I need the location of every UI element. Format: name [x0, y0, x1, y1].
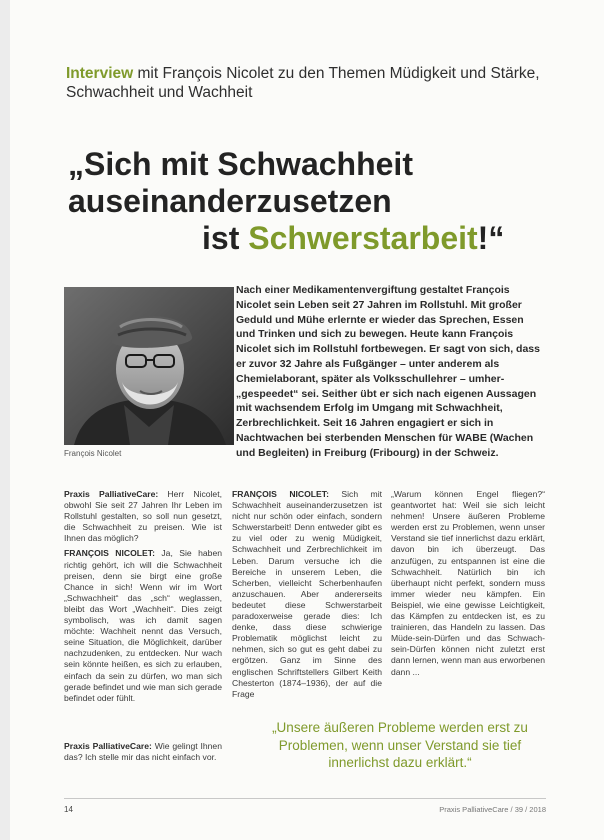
- answer-2-continued: „Warum können Engel fliegen?“ geantwortet hat: Weil sie sich leicht nehmen! Unsere äußeren Probleme werden erst zu Problemen, wenn unser Verstand sie tief innerlichst dazu erklärt, davon bin ich überzeugt. Das anzufügen, zu entspannen ist eine die Schwachheit. Natürlich bin ich überhaupt nicht perfekt, sondern muss immer wieder neu kämpfen. Ein Beispiel, wie eine gewisse Leichtigkeit, das Kämpfen zu entdecken ist, es zu trainieren, das Handeln zu lassen. Das Müde-sein-Dürfen und das Schwach-sein-Dürfen können nicht zuletzt erst dann lernen, wenn man aus erworbenen dann ...: [391, 489, 545, 677]
- question-1-speaker: Praxis PalliativeCare:: [64, 489, 159, 499]
- page-number: 14: [64, 805, 73, 814]
- answer-1: [64, 548, 222, 703]
- answer-2-speaker: FRANÇOIS NICOLET:: [232, 489, 329, 499]
- headline-line-1: „Sich mit Schwachheit: [68, 146, 413, 182]
- headline: [68, 146, 558, 257]
- headline-line-2: auseinanderzusetzen: [68, 183, 392, 219]
- kicker-text: mit François Nicolet zu den Themen Müdigkeit und Stärke, Schwachheit und Wachheit: [66, 65, 540, 101]
- text-column-2: [232, 489, 382, 704]
- footer-publication: Praxis PalliativeCare / 39 / 2018: [439, 805, 546, 814]
- footer-divider: [64, 798, 546, 799]
- question-1-text: Herr Nicolet, obwohl Sie seit 27 Jahren Ihr Leben im Rollstuhl gestalten, so soll nun gesetzt, die Schwachheit zu preisen. Wie ist Ihnen das möglich?: [64, 489, 222, 544]
- text-column-1: [64, 489, 222, 708]
- photo-caption: François Nicolet: [64, 449, 122, 458]
- kicker-accent: Interview: [66, 65, 134, 82]
- headline-line-3-end: !“: [477, 220, 505, 256]
- answer-1-speaker: FRANÇOIS NICOLET:: [64, 548, 155, 559]
- answer-1-text: Ja, Sie haben richtig gehört, ich will die Schwachheit preisen, denn sie birgt eine große Chance in sich! Wenn wir im Wort „Schwachheit“ das „sch“ weglassen, bleibt das Wort „Wachheit“. Dies zeigt symbolisch, was ich damit sagen möchte: Wachheit nennt das Versuch, seine Situation, die Möglichkeit, darüber nachzudenken, zu entdecken. Nur wach sein könnte heißen, es sich zu erlauben, einfach da sein zu dürfen, wo man sich gerade befindet und wie man sich gerade befindet oder fühlt.: [64, 548, 222, 703]
- headline-line-3: [68, 220, 558, 257]
- intro-paragraph: Nach einer Medikamentenvergiftung gestaltet François Nicolet sein Leben seit 27 Jahren im Rollstuhl. Mit großer Geduld und Mühe erlernte er wieder das Sprechen, Essen und Trinken und sich zu bewegen. Heute kann François Nicolet sich im Rollstuhl fortbewegen. Er sagt von sich, dass er zuvor 32 Jahre als Fußgänger – unter anderem als Chemielaborant, später als Volksschullehrer – umher-„gespeedet“ sei. Seither übt er sich nach eigenen Aussagen mit wachsendem Erfolg im Umgang mit Schwachheit, Zerbrechlichkeit. Seit 16 Jahren engagiert er sich in Nachtwachen bei sterbenden Menschen für WABE (Wachen und Begleiten) in Freiburg (Fribourg) in der Schweiz.: [236, 284, 540, 459]
- portrait-illustration: [64, 287, 234, 445]
- answer-2-text: Sich mit Schwachheit auseinanderzusetzen ist nicht nur schön oder einfach, sondern Schwerstarbeit! Denn entweder gibt es zu viel oder zu wenig Müdigkeit, Schwachheit und Zerbrechlichkeit im Leben. Darum versuche ich die Bereiche in unserem Leben, die Scherben, vielleicht Scherbenhaufen anzuschauen. Aber andererseits bedeutet diese Schwerstarbeit paradoxerweise gerade dies: Ich denke, dass diese schwierige Problematik möglichst leicht zu nehmen, sich so gut es geht dabei zu ergötzen. Ganz im Sinne des englischen Schriftstellers Gilbert Keith Chesterton (1874–1936), der auf die Frage: [232, 489, 383, 699]
- portrait-photo: [64, 287, 234, 445]
- text-column-3: [391, 489, 545, 682]
- headline-accent-word: Schwerstarbeit: [248, 220, 478, 256]
- question-1: [64, 489, 222, 544]
- question-2-text: Wie gelingt Ihnen das? Ich stelle mir das nicht einfach vor.: [64, 741, 222, 763]
- page-edge: [0, 0, 10, 840]
- answer-2: [232, 489, 382, 700]
- headline-line-3-pre: ist: [202, 220, 249, 256]
- interview-kicker: [66, 64, 566, 102]
- question-2: [64, 741, 222, 763]
- question-2-speaker: Praxis PalliativeCare:: [64, 741, 152, 751]
- pull-quote: „Unsere äußeren Probleme werden erst zu Problemen, wenn unser Verstand sie tief innerlichst dazu erklärt.“: [272, 720, 528, 770]
